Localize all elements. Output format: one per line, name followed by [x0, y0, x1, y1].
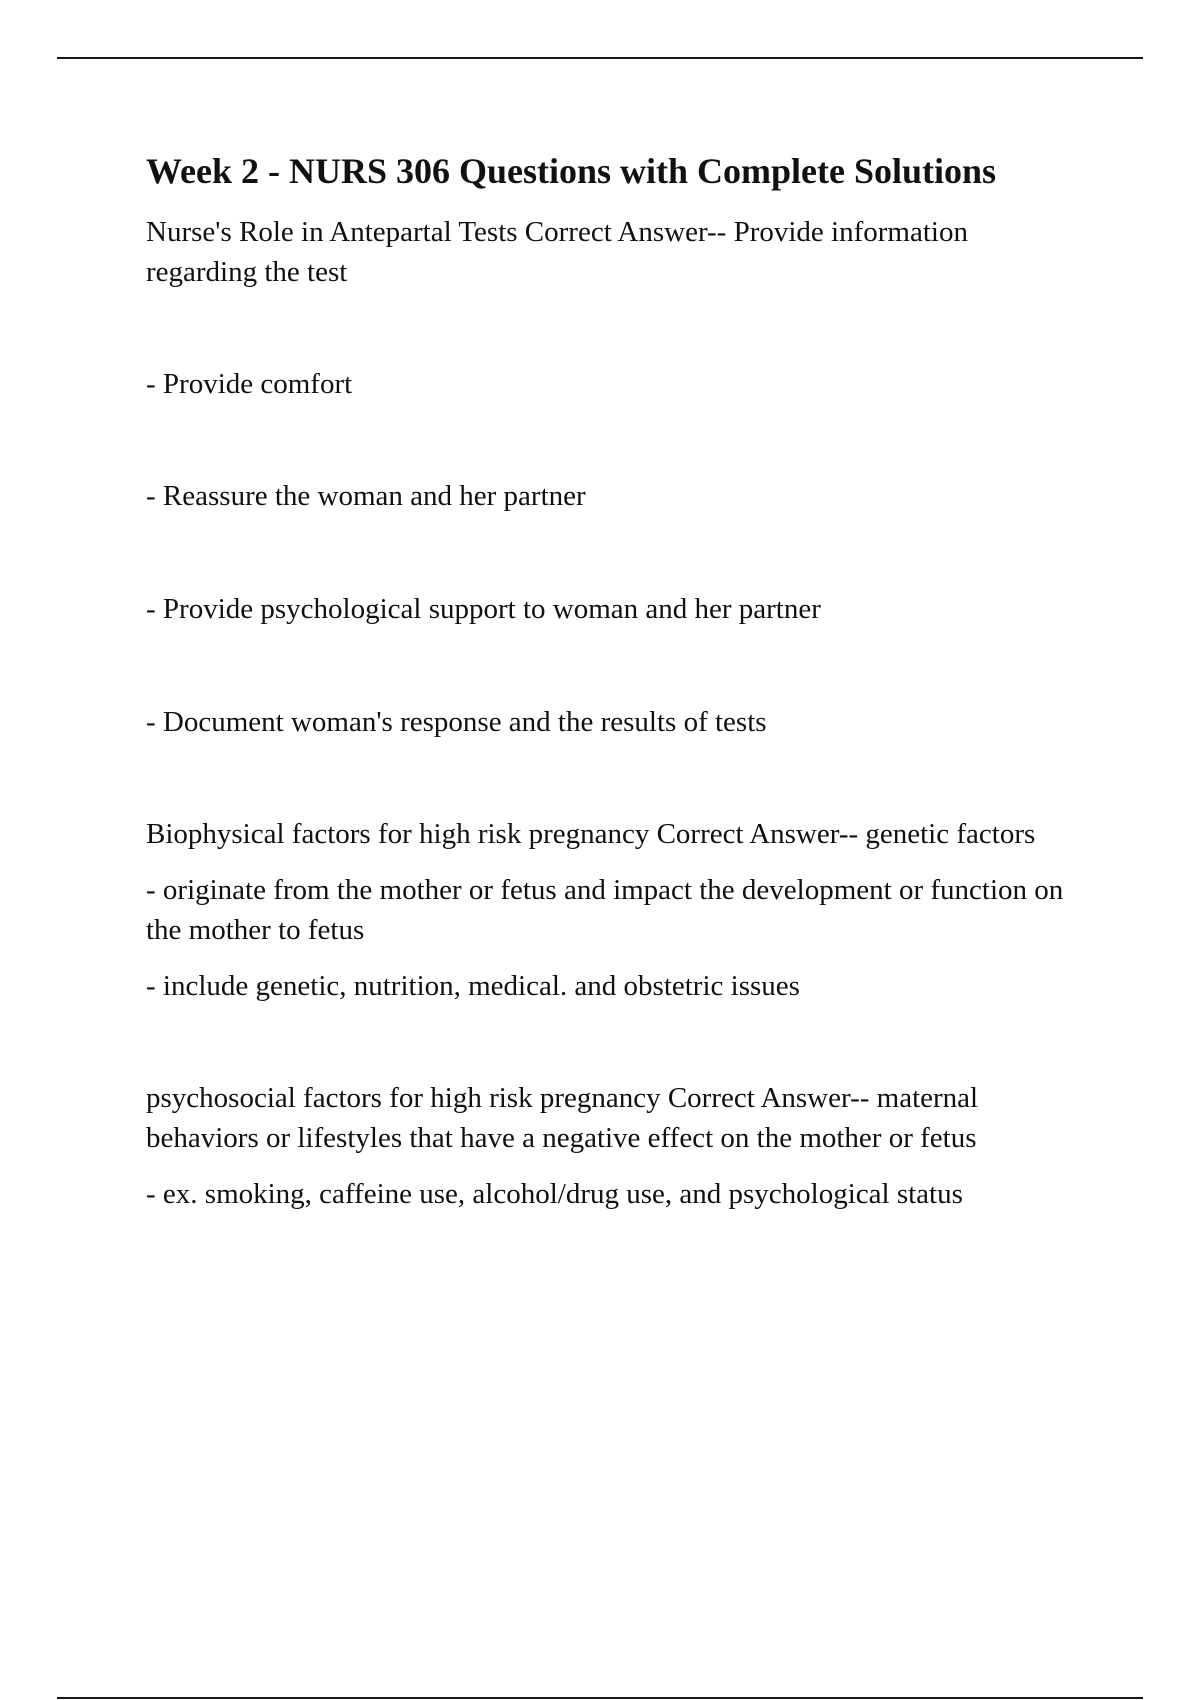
- list-item: - Provide psychological support to woman and her partner: [146, 593, 821, 625]
- question-1: Nurse's Role in Antepartal Tests Correct Answer-- Provide information regarding the test: [146, 216, 968, 288]
- list-item: - Reassure the woman and her partner: [146, 480, 586, 512]
- list-item: - include genetic, nutrition, medical. and obstetric issues: [146, 970, 800, 1002]
- list-item: - Document woman's response and the results of tests: [146, 706, 767, 738]
- header-rule: [57, 57, 1143, 59]
- footer-rule: [57, 1697, 1143, 1699]
- question-3: psychosocial factors for high risk pregnancy Correct Answer-- maternal behaviors or lifestyles that have a negative effect on the mother or fetus: [146, 1082, 979, 1154]
- question-2: Biophysical factors for high risk pregnancy Correct Answer-- genetic factors: [146, 818, 1036, 850]
- list-item: - ex. smoking, caffeine use, alcohol/drug use, and psychological status: [146, 1178, 963, 1210]
- list-item: - Provide comfort: [146, 368, 353, 400]
- document-body: [146, 146, 1086, 1214]
- list-item: - originate from the mother or fetus and impact the development or function on the mother to fetus: [146, 874, 1064, 946]
- page-title: Week 2 - NURS 306 Questions with Complete Solutions: [146, 151, 997, 191]
